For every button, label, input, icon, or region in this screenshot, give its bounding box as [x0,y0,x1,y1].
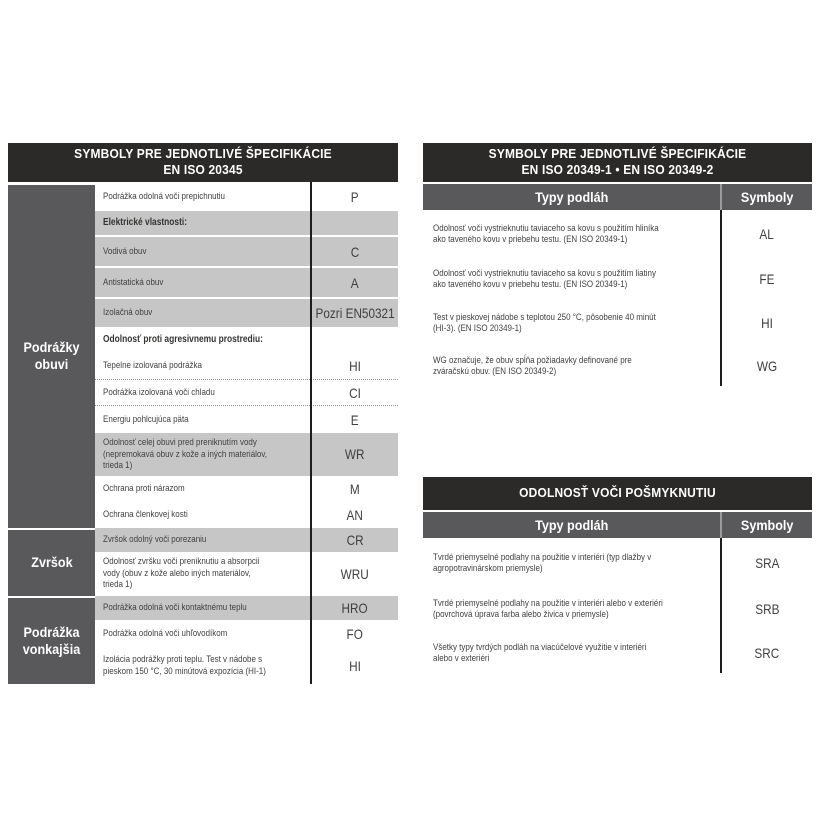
row-symbol: Pozri EN50321 [315,305,395,321]
row-symbol [312,327,398,353]
row-symbol: WRU [340,565,370,582]
row-description: Odolnosť zvršku voči preniknutiu a absorpcii vody (obuv z kože alebo iných materiálov, trieda 1) [103,556,260,591]
column-header-row [423,512,812,538]
column-header-types: Typy podláh [534,517,609,533]
row-description: Energiu pohlcujúca päta [103,413,189,425]
en-iso-20345-table [8,143,398,684]
group-section-zvrsok [8,528,398,596]
en-iso-20349-table [423,143,812,386]
table-row [95,552,398,596]
table-title-line2: EN ISO 20345 [163,162,243,177]
table-row [423,346,812,386]
row-description: WG označuje, že obuv spĺňa požiadavky definované pre zváračskú obuv. (EN ISO 20349-2) [433,354,632,377]
row-description: Izolácia podrážky proti teplu. Test v nádobe s pieskom 150 °C, 30 minútová expozícia (HI-1) [103,654,266,677]
table-title [8,143,398,182]
row-description: Vodivá obuv [103,245,147,257]
row-symbol: E [351,411,359,428]
row-description: Test v pieskovej nádobe s teplotou 250 °C, pôsobenie 40 minút (HI-3). (EN ISO 20349-1) [433,311,656,334]
table-row [95,211,398,235]
table-row [423,633,812,673]
row-description: Tvrdé priemyselné podlahy na použitie v interiéri alebo v exteriéri (povrchová úprava farba alebo živica v priemysle) [433,597,663,620]
table-row [95,502,398,528]
row-description: Izolačná obuv [103,307,153,319]
table-row [95,235,398,266]
table-title-line2: EN ISO 20349-1 • EN ISO 20349-2 [521,162,714,177]
table-body [8,182,398,684]
table-row [95,380,398,406]
row-symbol: CI [349,384,361,401]
table-title-line1: SYMBOLY PRE JEDNOTLIVÉ ŠPECIFIKÁCIE [74,146,332,161]
table-row [95,620,398,648]
row-symbol: AN [346,506,364,523]
table-title [423,143,812,182]
row-description: Tvrdé priemyselné podlahy na použitie v interiéri (typ dlažby v agropotravinárskom priemysle) [433,551,652,574]
table-row [95,266,398,297]
table-row [95,327,398,353]
table-row [95,528,398,552]
row-symbol: FO [346,625,364,642]
row-symbol: C [350,243,360,260]
row-symbol: FE [759,271,775,287]
row-group-label: Podrážka vonkajšia [8,596,95,684]
table-title-line1: ODOLNOSŤ VOČI POŠMYKNUTIU [519,485,716,500]
table-body [423,210,812,386]
row-description: Podrážka odolná voči prepichnutiu [103,190,225,202]
row-description: Ochrana proti nárazom [103,482,185,494]
row-description: Podrážka izolovaná voči chladu [103,386,215,398]
table-row [423,588,812,630]
table-title-line1: SYMBOLY PRE JEDNOTLIVÉ ŠPECIFIKÁCIE [488,146,747,161]
row-description: Antistatická obuv [103,276,164,288]
row-symbol: SRA [754,555,780,571]
row-description: Tepelne izolovaná podrážka [103,360,202,372]
row-description: Odolnosť voči vystrieknutiu taviaceho sa kovu s použitím liatiny ako taveného kovu v priebehu testu. (EN ISO 20349-1) [433,267,656,290]
row-description: Odolnosť proti agresivnemu prostrediu: [103,334,263,346]
row-symbol: HRO [341,599,369,616]
row-symbol: A [351,274,359,291]
row-symbol: SRB [754,601,780,617]
slip-resistance-table [423,477,812,673]
row-symbol: HI [761,315,773,331]
table-row [95,433,398,476]
row-group-label: Zvršok [8,528,95,596]
column-header-symbols: Symboly [720,184,812,210]
row-group-label: Podrážky obuvi [8,182,95,528]
table-body [423,538,812,673]
row-symbol: AL [759,226,775,242]
group-section-podrazky-obuvi [8,182,398,528]
table-row [95,353,398,380]
group-rows [95,596,398,684]
table-row [95,182,398,211]
row-description: Elektrické vlastnosti: [103,217,188,229]
row-description: Podrážka odolná voči kontaktnému teplu [103,601,247,613]
table-title [423,477,812,510]
row-symbol [312,211,398,235]
row-symbol: P [351,188,359,205]
group-section-podrazka-vonkajsia [8,596,398,684]
row-symbol: CR [346,531,364,548]
group-rows [95,528,398,596]
column-header-types: Typy podláh [534,189,609,205]
row-symbol: SRC [754,645,780,661]
table-row [95,596,398,620]
table-row [95,406,398,433]
row-description: Podrážka odolná voči uhľovodíkom [103,627,228,639]
table-row [95,648,398,684]
row-symbol: M [350,480,360,497]
column-header-symbols: Symboly [720,512,812,538]
column-header-row [423,184,812,210]
row-description: Odolnosť voči vystrieknutiu taviaceho sa kovu s použitím hliníka ako taveného kovu v priebehu testu. (EN ISO 20349-1) [433,222,659,245]
table-row [423,541,812,585]
table-row [423,213,812,255]
row-symbol: HI [349,657,361,674]
table-row [95,297,398,327]
group-rows [95,182,398,528]
row-symbol: WG [756,358,778,374]
row-symbol: HI [349,358,361,374]
table-row [423,303,812,343]
row-description: Odolnosť celej obuvi pred preniknutím vody (nepremokavá obuv z kože a iných materiálov, trieda 1) [103,437,267,471]
row-description: Zvršok odolný voči porezaniu [103,533,207,545]
row-description: Všetky typy tvrdých podláh na viacúčelové využitie v interiéri alebo v exteriéri [433,641,647,664]
table-row [95,476,398,502]
table-row [423,258,812,300]
row-symbol: WR [345,446,365,463]
row-description: Ochrana členkovej kosti [103,508,188,520]
